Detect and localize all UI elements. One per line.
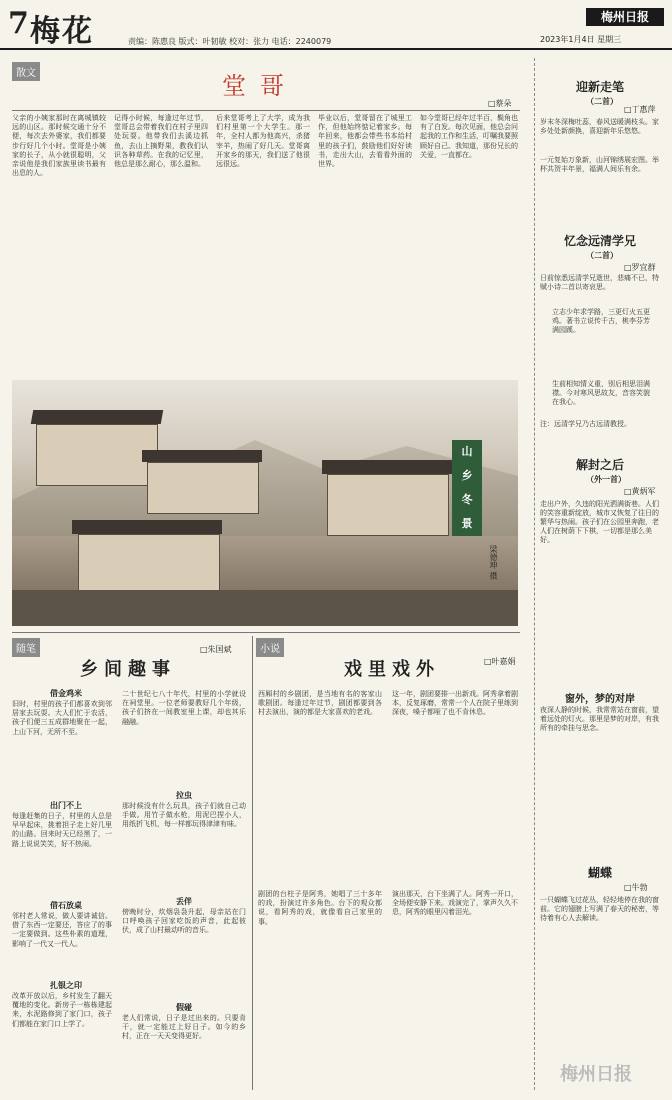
poem-title: 迎新走笔 xyxy=(575,80,624,94)
poem-text: 立志少年求学路，三更灯火五更鸡。著书立说传千古，桃李芬芳满园蹊。 xyxy=(552,308,650,334)
story-column-4: 演出那天，台下坐满了人。阿秀一开口，全场便安静下来。戏演完了，掌声久久不息，阿秀的眼里闪着泪光。 xyxy=(392,890,518,917)
essay-column-1: 父亲的小姨家那时在离城镇较远的山区。那时候交通十分不便，每次去外婆家，我们都要步行好几个小时。堂哥是小姨家的长子，从小就很聪明，父亲说他是我们家族里读书最有出息的人。 xyxy=(12,114,106,178)
editor-credits: 责编：陈惠良 版式：叶韧敏 校对：张力 电话：2240079 xyxy=(128,37,332,46)
village-photo xyxy=(12,380,518,626)
essay-author: □蔡朵 xyxy=(488,99,512,108)
poem-text: 一元复始万象新，山河锦绣展宏图。举杯共贺丰年景，福满人间乐有余。 xyxy=(540,156,659,173)
poem-intro: 日前惊悉远清学兄逝世，悲痛不已，特赋小诗二首以寄哀思。 xyxy=(540,274,659,291)
poem-title: 窗外，梦的对岸 xyxy=(565,694,635,705)
essay-tag: 散文 xyxy=(12,62,40,81)
left-tag: 随笔 xyxy=(12,638,40,657)
essay-column-5: 如今堂哥已经年过半百，鬓角也有了白发。每次见面，他总会问起我的工作和生活，叮嘱我要照顾好自己。我知道，那份兄长的关爱，一直都在。 xyxy=(420,114,518,159)
photo-credit: 梁德坤 摄 xyxy=(489,545,498,580)
poem-author: □罗宜群 xyxy=(624,263,656,272)
poem-author: □黄炳军 xyxy=(624,487,656,496)
right-tag: 小说 xyxy=(256,638,284,657)
story-column-3: 这一年，剧团要排一出新戏。阿秀拿着剧本，反复琢磨，常常一个人在院子里练到深夜，嗓子都哑了也不肯休息。 xyxy=(392,690,518,717)
essay-column-3: 后来堂哥考上了大学，成为我们村里第一个大学生。那一年，全村人都为他高兴，杀猪宰羊，热闹了好几天。堂哥离开家乡的那天，我们送了他很远很远。 xyxy=(216,114,310,169)
left-text: 改革开放以后，乡村发生了翻天覆地的变化。新房子一栋栋建起来，水泥路修到了家门口，孩子们都能在家门口上学了。 xyxy=(12,992,112,1028)
roof xyxy=(142,450,262,462)
mid-text: 傍晚时分，炊烟袅袅升起，母亲站在门口呼唤孩子回家吃饭的声音，此起彼伏，成了山村最动听的音乐。 xyxy=(122,908,246,935)
roof xyxy=(72,520,222,534)
mid-text: 那时候没有什么玩具，孩子们就自己动手做。用竹子做水枪，用泥巴捏小人，用纸折飞机，每一样都玩得津津有味。 xyxy=(122,802,246,829)
right-author: □叶嘉娟 xyxy=(484,657,516,666)
caption-char: 景 xyxy=(461,517,473,530)
right-title: 戏里戏外 xyxy=(344,659,440,680)
left-text: 旧时，村里的孩子们都喜欢到邻居家去玩耍。大人们忙于农活，孩子们便三五成群地聚在一起，上山下河，无所不至。 xyxy=(12,700,112,736)
photo-caption-box xyxy=(452,440,482,536)
poem-title: 蝴蝶 xyxy=(587,866,612,880)
left-text: 每逢赶集的日子，村里的人总是早早起床，挑着担子走上好几里的山路。回来时天已经黑了，一路上说说笑笑，好不热闹。 xyxy=(12,812,112,848)
divider xyxy=(12,632,520,633)
poem-subtitle: （二首） xyxy=(586,97,618,106)
left-author: □朱国斌 xyxy=(200,645,232,654)
left-title: 乡间趣事 xyxy=(80,659,176,680)
roof xyxy=(322,460,452,474)
caption-char: 乡 xyxy=(461,469,473,482)
story-column-2: 剧团的台柱子是阿秀，她唱了三十多年的戏，扮演过许多角色。台下的观众都说，看阿秀的戏，就像看自己家里的事。 xyxy=(258,890,382,926)
mid-subhead: 拉虫 xyxy=(176,791,192,800)
poem-text: 生前相知情义重，别后相思泪满襟。今对寒风思故友，音容笑貌在我心。 xyxy=(552,380,650,406)
poem-text: 岁末冬深梅吐蕊，春风送暖满枝头。家乡处处新颜换，喜迎新年乐悠悠。 xyxy=(540,118,659,135)
poem-title: 忆念远清学兄 xyxy=(563,234,636,248)
column-rule xyxy=(252,636,253,1090)
essay-title: 堂哥 xyxy=(222,72,298,100)
watermark: 梅州日报 xyxy=(560,1064,632,1085)
house xyxy=(327,474,449,536)
mid-subhead: 假碰 xyxy=(176,1003,192,1012)
poem-note: 注：远清学兄乃古远清教授。 xyxy=(540,420,631,428)
essay-column-4: 毕业以后，堂哥留在了城里工作，但他始终惦记着家乡。每年回来，他都会带些书本给村里的孩子们，鼓励他们好好读书，走出大山，去看看外面的世界。 xyxy=(318,114,412,169)
left-subhead: 出门不上 xyxy=(50,801,82,810)
left-text: 邻村老人常说，做人要讲诚信。借了东西一定要还，答应了的事一定要做到。这些朴素的道理，影响了一代又一代人。 xyxy=(12,912,112,948)
poem-text: 夜深人静的时候，我常常站在窗前，望着远处的灯火。那里是梦的对岸，有我所有的牵挂与思念。 xyxy=(540,706,659,732)
newspaper-logo: 梅州日报 xyxy=(586,8,664,26)
caption-char: 山 xyxy=(461,445,473,458)
house xyxy=(147,462,259,514)
mid-text: 二十世纪七八十年代，村里的小学就设在祠堂里。一位老师要教好几个年级，孩子们挤在一间教室里上课，却也其乐融融。 xyxy=(122,690,246,726)
poem-subtitle: （外一首） xyxy=(586,475,626,484)
divider xyxy=(12,110,520,111)
poem-text: 走出户外，久违的阳光洒满街巷。人们的笑容重新绽放，城市又恢复了往日的繁华与热闹。孩子们在公园里奔跑，老人们在树荫下下棋，一切都是那么美好。 xyxy=(540,500,659,544)
caption-char: 冬 xyxy=(461,493,473,506)
left-subhead: 借石放桌 xyxy=(50,901,82,910)
issue-date: 2023年1月4日 星期三 xyxy=(540,35,622,44)
essay-column-2: 记得小时候，每逢过年过节，堂哥总会带着我们在村子里四处玩耍。他带我们去溪边抓鱼，去山上摘野果，教我们认识各种草药。在我的记忆里，他总是那么耐心，那么温和。 xyxy=(114,114,208,169)
ground xyxy=(12,590,518,626)
roof xyxy=(31,410,163,424)
page-number: 7 xyxy=(8,6,29,41)
house xyxy=(36,424,158,486)
poem-subtitle: （二首） xyxy=(586,251,618,260)
poem-author: □牛勃 xyxy=(624,883,648,892)
story-column-1: 西厢村的乡剧团，是当地有名的客家山歌剧团。每逢过年过节，剧团都要到各村去演出，演的都是大家喜欢的老戏。 xyxy=(258,690,382,717)
poem-title: 解封之后 xyxy=(575,458,624,472)
left-subhead: 扎银之印 xyxy=(50,981,82,990)
poem-author: □丁惠萍 xyxy=(624,105,656,114)
section-title: 梅花 xyxy=(30,14,94,49)
poem-text: 一只蝴蝶飞过花丛，轻轻地停在我的窗前。它的翅膀上写满了春天的秘密，等待着有心人去解读。 xyxy=(540,896,659,922)
mid-text: 老人们常说，日子是过出来的。只要肯干，就一定能过上好日子。如今的乡村，正在一天天变得更好。 xyxy=(122,1014,246,1041)
left-subhead: 借金鸡米 xyxy=(50,689,82,698)
mid-subhead: 丢伴 xyxy=(176,897,192,906)
